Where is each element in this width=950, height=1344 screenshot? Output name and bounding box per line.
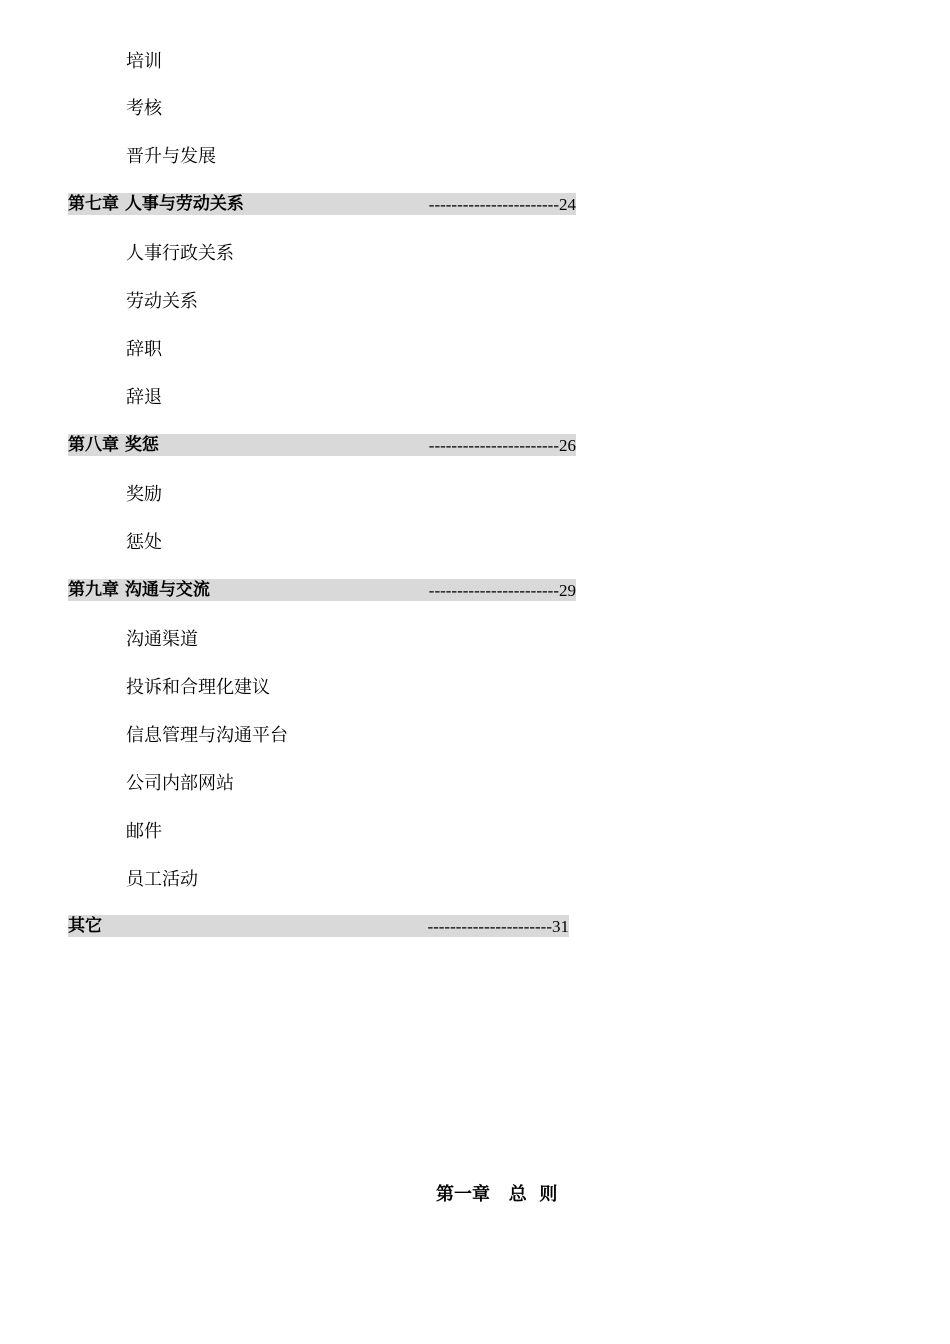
toc-item-dismissal[interactable]: 辞退	[126, 387, 162, 408]
toc-item-personnel-relations[interactable]: 人事行政关系	[126, 243, 234, 264]
toc-item-rewards[interactable]: 奖励	[126, 484, 162, 505]
chapter-heading: 第一章 总 则	[436, 1184, 558, 1205]
toc-item-labor-relations[interactable]: 劳动关系	[126, 291, 198, 312]
chapter-leader-page: -----------------------26	[403, 434, 576, 456]
chapter-leader-page: -----------------------29	[403, 579, 576, 601]
chapter-leader-page: ----------------------31	[403, 915, 569, 937]
toc-item-channels[interactable]: 沟通渠道	[126, 629, 198, 650]
toc-item-assessment[interactable]: 考核	[126, 98, 162, 119]
toc-item-email[interactable]: 邮件	[126, 821, 162, 842]
toc-item-activities[interactable]: 员工活动	[126, 869, 198, 890]
toc-item-punishment[interactable]: 惩处	[126, 532, 162, 553]
chapter-leader-page: -----------------------24	[403, 193, 576, 215]
chapter-title: 其它	[68, 915, 403, 937]
toc-item-training[interactable]: 培训	[126, 51, 162, 72]
toc-item-intranet[interactable]: 公司内部网站	[126, 773, 234, 794]
chapter-title: 第八章 奖惩	[68, 434, 403, 456]
toc-item-resignation[interactable]: 辞职	[126, 339, 162, 360]
chapter-title: 第九章 沟通与交流	[68, 579, 403, 601]
toc-item-info-platform[interactable]: 信息管理与沟通平台	[126, 725, 288, 746]
toc-item-complaints[interactable]: 投诉和合理化建议	[126, 677, 270, 698]
toc-item-promotion[interactable]: 晋升与发展	[126, 146, 216, 167]
chapter-title: 第七章 人事与劳动关系	[68, 193, 403, 215]
